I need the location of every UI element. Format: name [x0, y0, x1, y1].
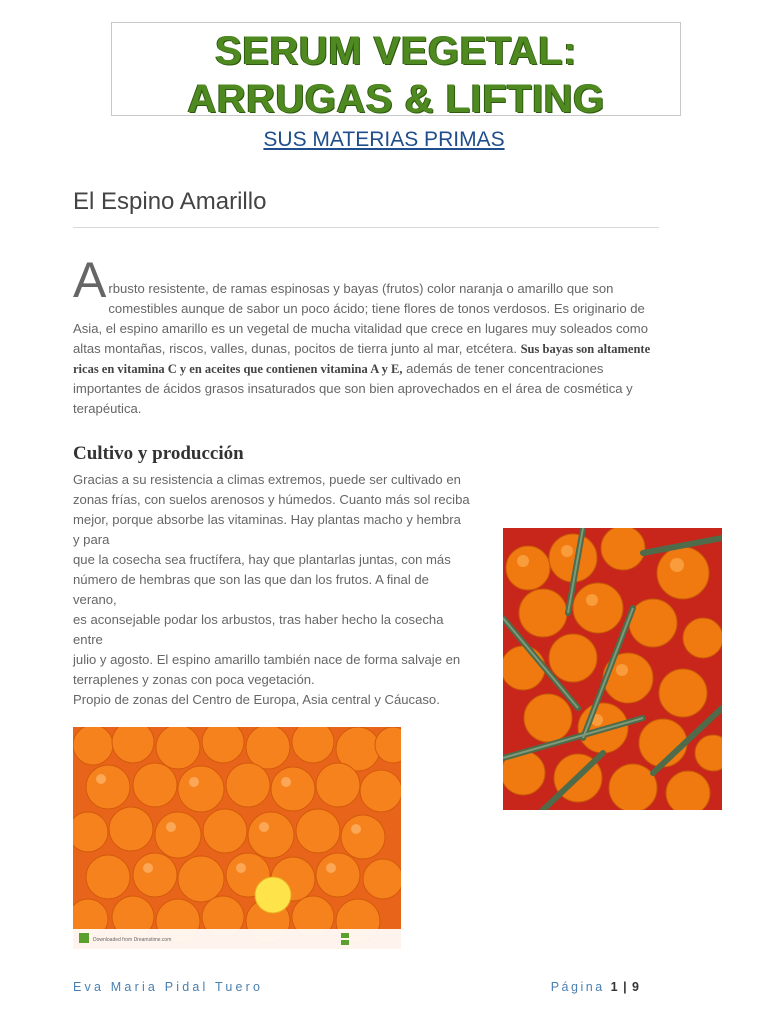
cultivo-line: Gracias a su resistencia a climas extremos, puede ser cultivado en [73, 472, 461, 487]
footer-page [551, 980, 640, 994]
cultivo-line: Propio de zonas del Centro de Europa, Asia central y Cáucaso. [73, 692, 440, 707]
cultivo-line: y para [73, 532, 110, 547]
sea-buckthorn-berries-photo [73, 727, 401, 949]
cultivo-line: entre [73, 632, 103, 647]
cultivo-line: mejor, porque absorbe las vitaminas. Hay plantas macho y hembra [73, 512, 461, 527]
cultivo-line: es aconsejable podar los arbustos, tras haber hecho la cosecha [73, 612, 444, 627]
watermark-text: Downloaded from Dreamstime.com [93, 937, 172, 943]
cultivo-line: julio y agosto. El espino amarillo también nace de forma salvaje en [73, 652, 461, 667]
cultivo-line: zonas frías, con suelos arenosos y húmedos. Cuanto más sol reciba [73, 492, 470, 507]
intro-bold: Sus bayas son altamente ricas en vitamina C y en aceites que contienen vitamina A y E, [73, 342, 651, 376]
heading-divider [73, 227, 659, 228]
subtitle-text[interactable]: SUS MATERIAS PRIMAS [263, 128, 505, 151]
intro-paragraph [73, 252, 663, 419]
title-box [111, 22, 681, 121]
subtitle-link[interactable] [0, 128, 768, 152]
drop-cap: A [73, 252, 107, 308]
cultivo-heading: Cultivo y producción [73, 443, 244, 464]
page-number: 1 | 9 [610, 980, 640, 994]
page-label: Página [550, 980, 605, 994]
title-line-2: ARRUGAS & LIFTING [187, 77, 605, 121]
section-heading: El Espino Amarillo [73, 188, 267, 215]
cultivo-line: número de hembras que son las que dan los frutos. A final de [73, 572, 429, 587]
cultivo-paragraph [73, 470, 483, 710]
intro-first-line: rbusto resistente, de ramas espinosas y bayas (frutos) color naranja o amarillo que son [108, 281, 614, 296]
sea-buckthorn-branch-photo [503, 528, 722, 810]
title-line-1: SERUM VEGETAL: [215, 29, 577, 73]
intro-body: comestibles aunque de sabor un poco ácido; tiene flores de tonos verdosos. Es originario de Asia, el espino amarillo es un vegetal de mucha vitalidad que crece en lugares muy soleados como altas montañas, riscos, valles, dunas, pocitos de tierra junto al mar, etcétera. [73, 301, 648, 356]
footer-author: Eva Maria Pidal Tuero [73, 980, 264, 994]
cultivo-line: verano, [73, 592, 117, 607]
intro-end: además de tener concentraciones importantes de ácidos grasos insaturados que son bien aprovechados en el área de cosmética y terapéutica. [73, 361, 633, 416]
cultivo-line: que la cosecha sea fructífera, hay que plantarlas juntas, con más [73, 552, 451, 567]
cultivo-line: terraplenes y zonas con poca vegetación. [73, 672, 315, 687]
